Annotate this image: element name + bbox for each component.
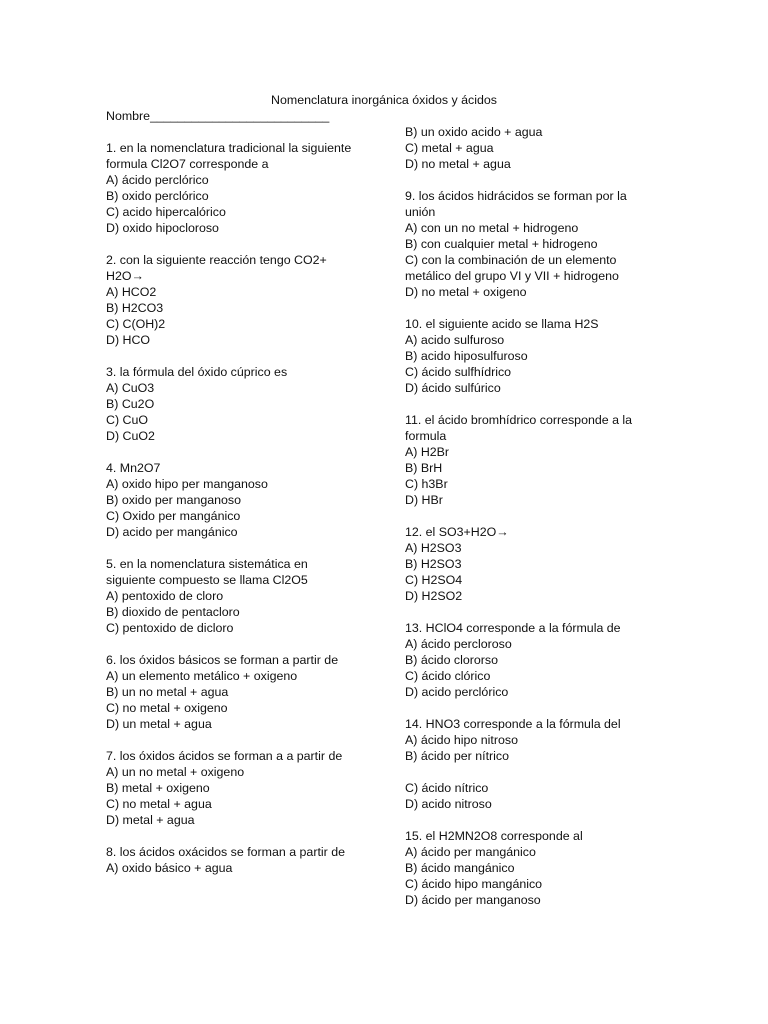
answer-option: B) Cu2O [106,397,155,411]
answer-option: A) un no metal + oxigeno [106,765,245,779]
answer-option: C) C(OH)2 [106,317,166,331]
question-prompt: 8. los ácidos oxácidos se forman a partir de [106,845,345,859]
question-block [405,716,655,812]
question-block [405,412,655,508]
question-block [405,524,655,604]
answer-option: C) no metal + agua [106,797,212,811]
question-prompt: 2. con la siguiente reacción tengo CO2+ [106,253,327,267]
question-prompt: siguiente compuesto se llama Cl2O5 [106,573,308,587]
question-block [106,364,376,444]
question-prompt: formula [405,429,447,443]
answer-option: C) ácido hipo mangánico [405,877,543,891]
answer-option: A) oxido básico + agua [106,861,233,875]
question-prompt: 1. en la nomenclatura tradicional la siguiente [106,141,352,155]
answer-option: C) pentoxido de dicloro [106,621,234,635]
answer-option: B) ácido clororso [405,653,498,667]
question-block [106,652,376,732]
answer-option: C) metal + agua [405,141,494,155]
question-prompt: H2O→ [106,269,144,283]
answer-option: C) Oxido per mangánico [106,509,241,523]
question-prompt: 4. Mn2O7 [106,461,161,475]
answer-option: A) oxido hipo per manganoso [106,477,268,491]
right-column [405,124,655,924]
answer-option: C) h3Br [405,477,448,491]
answer-option: B) metal + oxigeno [106,781,210,795]
answer-option: B) un oxido acido + agua [405,125,543,139]
answer-option: B) dioxido de pentacloro [106,605,240,619]
answer-option: B) con cualquier metal + hidrogeno [405,237,598,251]
question-block [106,252,376,348]
answer-option: D) no metal + oxigeno [405,285,527,299]
answer-option: C) CuO [106,413,148,427]
question-prompt: 3. la fórmula del óxido cúprico es [106,365,288,379]
answer-option: C) H2SO4 [405,573,463,587]
blank-line [405,764,655,780]
answer-option: D) ácido per manganoso [405,893,541,907]
question-prompt: 5. en la nomenclatura sistemática en [106,557,308,571]
question-block [405,828,655,908]
answer-option: C) ácido nítrico [405,781,489,795]
answer-option: D) acido nitroso [405,797,492,811]
question-block [106,140,376,236]
answer-option: A) ácido percloroso [405,637,512,651]
page-title: Nomenclatura inorgánica óxidos y ácidos [271,93,497,107]
answer-option: D) ácido sulfúrico [405,381,501,395]
answer-option: A) pentoxido de cloro [106,589,224,603]
question-prompt: 15. el H2MN2O8 corresponde al [405,829,583,843]
question-prompt: formula Cl2O7 corresponde a [106,157,269,171]
answer-option: B) BrH [405,461,443,475]
question-block [106,748,376,828]
answer-option: C) no metal + oxigeno [106,701,228,715]
answer-option: B) ácido per nítrico [405,749,509,763]
answer-option: A) CuO3 [106,381,155,395]
answer-option: C) acido hipercalórico [106,205,226,219]
answer-option: A) HCO2 [106,285,157,299]
answer-option: A) ácido hipo nitroso [405,733,518,747]
answer-option: metálico del grupo VI y VII + hidrogeno [405,269,619,283]
answer-option: C) ácido sulfhídrico [405,365,512,379]
answer-option: B) ácido mangánico [405,861,515,875]
question-prompt: 10. el siguiente acido se llama H2S [405,317,599,331]
answer-option: A) H2Br [405,445,450,459]
question-block [106,844,376,876]
answer-option: A) ácido perclórico [106,173,209,187]
answer-option: A) un elemento metálico + oxigeno [106,669,298,683]
question-block [405,124,655,172]
answer-option: A) acido sulfuroso [405,333,505,347]
question-prompt: 12. el SO3+H2O→ [405,525,509,539]
answer-option: C) ácido clórico [405,669,491,683]
answer-option: D) metal + agua [106,813,195,827]
question-block [106,460,376,540]
question-prompt: 14. HNO3 corresponde a la fórmula del [405,717,621,731]
question-prompt: 11. el ácido bromhídrico corresponde a la [405,413,633,427]
answer-option: A) ácido per mangánico [405,845,536,859]
answer-option: D) HCO [106,333,151,347]
answer-option: A) H2SO3 [405,541,462,555]
answer-option: B) acido hiposulfuroso [405,349,528,363]
answer-option: D) H2SO2 [405,589,463,603]
answer-option: D) oxido hipocloroso [106,221,219,235]
answer-option: A) con un no metal + hidrogeno [405,221,579,235]
name-field-label: Nombre__________________________ [106,109,330,123]
answer-option: D) acido perclórico [405,685,509,699]
answer-option: B) H2SO3 [405,557,462,571]
answer-option: D) no metal + agua [405,157,511,171]
answer-option: B) H2CO3 [106,301,164,315]
question-block [405,188,655,300]
question-prompt: 6. los óxidos básicos se forman a partir de [106,653,339,667]
answer-option: B) un no metal + agua [106,685,229,699]
question-block [405,620,655,700]
answer-option: B) oxido per manganoso [106,493,242,507]
question-prompt: 13. HClO4 corresponde a la fórmula de [405,621,621,635]
question-block [106,556,376,636]
question-prompt: 9. los ácidos hidrácidos se forman por la [405,189,627,203]
question-block [405,316,655,396]
answer-option: C) con la combinación de un elemento [405,253,617,267]
answer-option: D) un metal + agua [106,717,212,731]
question-prompt: 7. los óxidos ácidos se forman a a partir de [106,749,343,763]
left-column [106,140,376,892]
question-prompt: unión [405,205,436,219]
answer-option: D) CuO2 [106,429,155,443]
answer-option: B) oxido perclórico [106,189,209,203]
answer-option: D) HBr [405,493,443,507]
answer-option: D) acido per mangánico [106,525,238,539]
